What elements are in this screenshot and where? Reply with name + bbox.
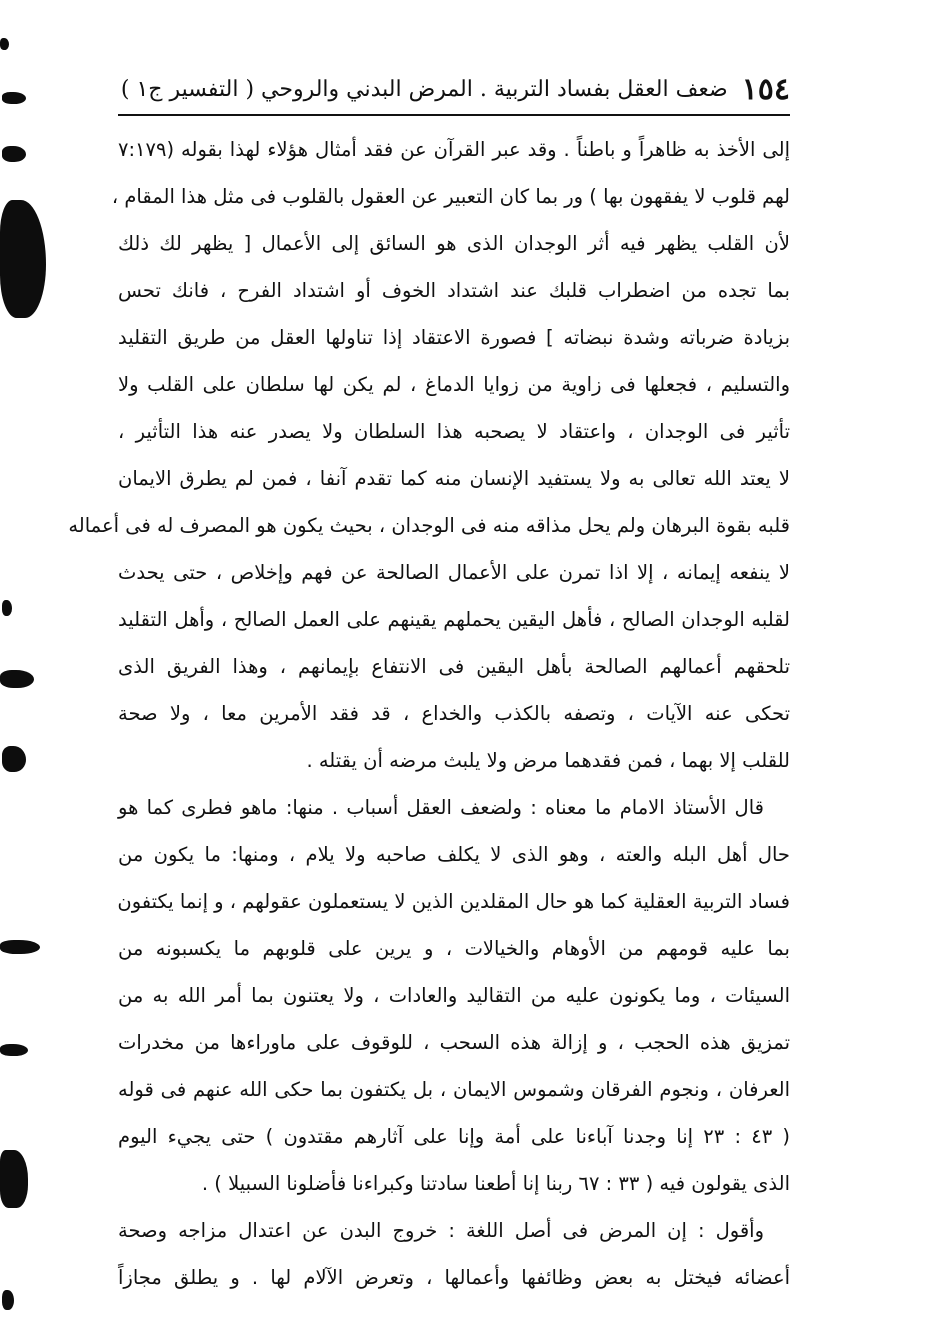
- scan-mark: [2, 92, 26, 104]
- scan-mark: [0, 38, 9, 50]
- text-line: قلبه بقوة البرهان ولم يحل مذاقه منه فى الوجدان ، بحيث يكون هو المصرف له فى أعماله: [68, 514, 790, 537]
- scan-mark: [0, 1044, 28, 1056]
- scan-mark: [0, 670, 34, 688]
- page-header: [118, 66, 790, 112]
- text-line: فساد التربية العقلية كما هو حال المقلدين الذين لا يستعملون عقولهم ، و إنما يكتفون: [117, 890, 790, 913]
- text-line: لا يعتد الله تعالى به ولا يستفيد الإنسان منه كما تقدم آنفا ، فمن لم يطرق الايمان: [118, 467, 790, 490]
- header-rule: [118, 114, 790, 116]
- scan-mark: [0, 940, 40, 954]
- scan-mark: [2, 600, 12, 616]
- text-line: تلحقهم أعمالهم الصالحة بأهل اليقين فى الانتفاع بإيمانهم ، وهذا الفريق الذى: [118, 655, 790, 678]
- text-line: لقلبه الوجدان الصالح ، فأهل اليقين يحملهم يقينهم على العمل الصالح ، وأهل التقليد: [118, 608, 790, 631]
- scan-mark: [2, 146, 26, 162]
- scan-mark: [0, 200, 46, 318]
- text-line: حال أهل البله والعته ، وهو الذى لا يكلف صاحبه ولا يلام ، ومنها: ما يكون من: [118, 843, 790, 866]
- text-line: والتسليم ، فجعلها فى زاوية من زوايا الدماغ ، لم يكن لها سلطان على القلب ولا: [118, 373, 790, 396]
- text-line: الذى يقولون فيه ( ٣٣ : ٦٧ ربنا إنا أطعنا سادتنا وكبراءنا فأضلونا السبيلا ) .: [201, 1172, 790, 1195]
- text-line: تحكى عنه الآيات ، وتصفه بالكذب والخداع ، قد فقد الأمرين معا ، ولا صحة: [118, 702, 790, 725]
- text-line: قال الأستاذ الامام ما معناه : ولضعف العقل أسباب . منها: ماهو فطرى كما هو: [118, 796, 764, 819]
- scan-mark: [0, 1150, 28, 1208]
- running-title: ضعف العقل بفساد التربية . المرض البدني والروحي ( التفسير ج١ ): [120, 76, 728, 102]
- text-line: لهم قلوب لا يفقهون بها ) ور بما كان التعبير عن العقول بالقلوب فى مثل هذا المقام ،: [111, 185, 790, 208]
- text-line: بما تجده من اضطراب قلبك عند اشتداد الخوف أو اشتداد الفرح ، فانك تحس: [118, 279, 790, 302]
- text-line: إلى الأخذ به ظاهراً و باطناً . وقد عبر القرآن عن فقد أمثال هؤلاء لهذا بقوله (٧:١٧٩: [118, 138, 790, 161]
- text-line: بما عليه قومهم من الأوهام والخيالات ، و يرين على قلوبهم ما يكسبونه من: [118, 937, 790, 960]
- text-line: أعضائه فيختل به بعض وظائفها وأعمالها ، وتعرض الآلام لها . و يطلق مجازاً: [118, 1266, 790, 1289]
- text-line: العرفان ، ونجوم الفرقان وشموس الايمان ، بل يكتفون بما حكى الله عنهم فى قوله: [118, 1078, 790, 1101]
- text-line: لا ينفعه إيمانه ، إلا اذا تمرن على الأعمال الصالحة عن فهم وإخلاص ، حتى يحدث: [118, 561, 790, 584]
- page-number: ١٥٤: [741, 71, 790, 107]
- scan-mark: [2, 1290, 14, 1310]
- text-line: تأثير فى الوجدان ، واعتقاد لا يصحبه هذا السلطان ولا يصدر عنه هذا التأثير ،: [118, 420, 790, 443]
- text-line: بزيادة ضرباته وشدة نبضاته ] فصورة الاعتقاد إذا تناولها العقل من طريق التقليد: [118, 326, 790, 349]
- text-line: لأن القلب يظهر فيه أثر الوجدان الذى هو السائق إلى الأعمال [ يظهر لك ذلك: [118, 232, 790, 255]
- text-line: ( ٤٣ : ٢٣ إنا وجدنا آباءنا على أمة وإنا على آثارهم مقتدون ) حتى يجيء اليوم: [118, 1125, 790, 1148]
- body-text: [68, 126, 790, 1301]
- text-line: وأقول : إن المرض فى أصل اللغة : خروج البدن عن اعتدال مزاجه وصحة: [118, 1219, 764, 1242]
- text-line: تمزيق هذه الحجب ، و إزالة هذه السحب ، للوقوف على ماوراءها من مخدرات: [118, 1031, 790, 1054]
- scan-mark: [2, 746, 26, 772]
- text-line: السيئات ، وما يكونون عليه من التقاليد والعادات ، ولا يعتنون بما أمر الله به من: [118, 984, 790, 1007]
- text-line: للقلب إلا بهما ، فمن فقدهما مرض ولا يلبث مرضه أن يقتله .: [306, 749, 790, 772]
